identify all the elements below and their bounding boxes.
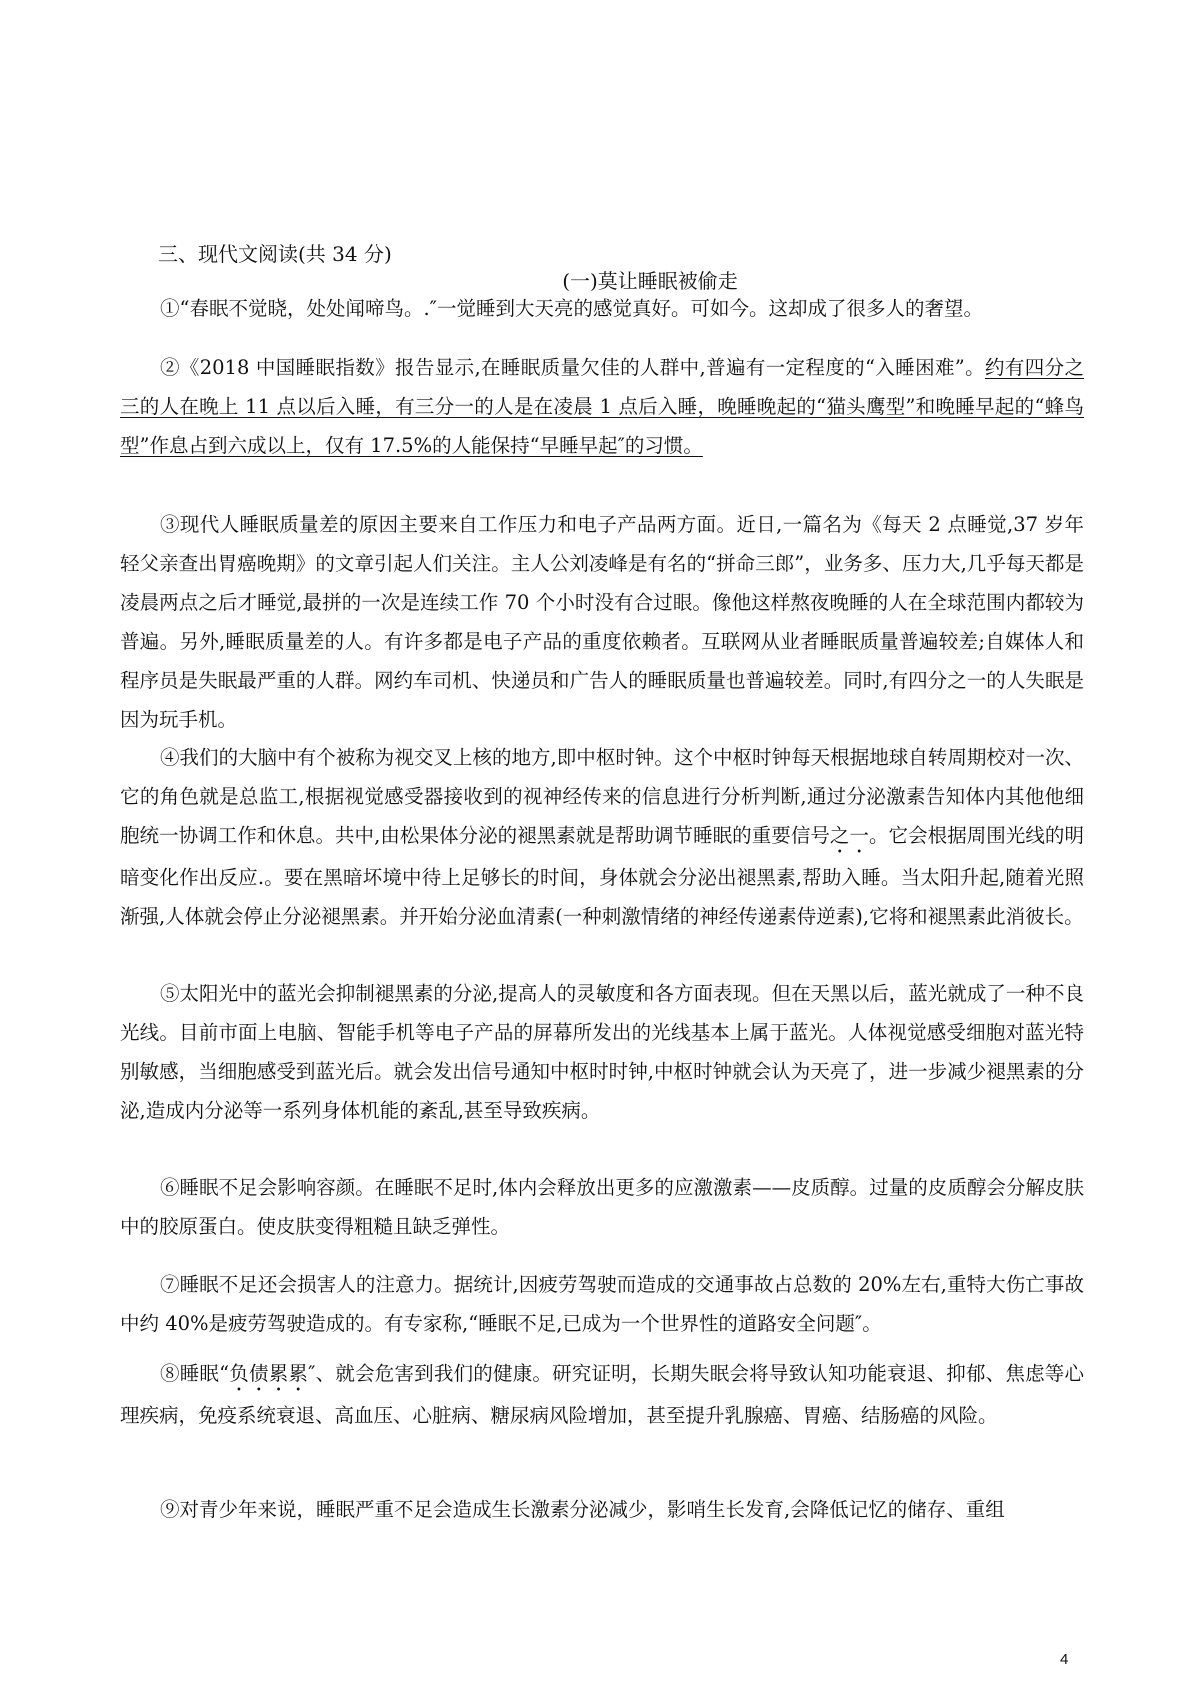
paragraph-3-text: ③现代人睡眠质量差的原因主要来自工作压力和电子产品两方面。近日,一篇名为《每天 2 点睡觉,37 岁年轻父亲查出胃癌晚期》的文章引起人们关注。主人公刘凌峰是有名的“拼命三郎”，业务多、压力大,几乎每天都是凌晨两点之后才睡觉,最拼的一次是连续工作 70 个小时没有合过眼。像他这样熬夜晚睡的人在全球范围内都较为普遍。另外,睡眠质量差的人。有许多都是电子产品的重度依赖者。互联网从业者睡眠质量普遍较差;自媒体人和程序员是失眠最严重的人群。网约车司机、快递员和广告人的睡眠质量也普遍较差。同时,有四分之一的人失眠是因为玩手机。: [120, 513, 1084, 731]
page-number: 4: [1060, 1651, 1069, 1668]
paragraph-9: [120, 1490, 1084, 1529]
paragraph-6: [120, 1168, 1084, 1246]
paragraph-8-text: ⑧睡眠“: [160, 1362, 230, 1385]
paragraph-9-text: ⑨对青少年来说，睡眠严重不足会造成生长激素分泌减少，影哨生长发育,会降低记忆的储存、重组: [160, 1498, 1005, 1521]
article-title: (一)莫让睡眠被偷走: [562, 269, 738, 293]
paragraph-1-text: ①“春眠不觉晓，处处闻啼鸟。.″一觉睡到大天亮的感觉真好。可如今。这却成了很多人的奢望。: [160, 297, 983, 320]
paragraph-6-text: ⑥睡眠不足会影响容颜。在睡眠不足时,体内会释放出更多的应激激素——皮质醇。过量的皮质醇会分解皮肤中的胶原蛋白。使皮肤变得粗糙且缺乏弹性。: [120, 1176, 1084, 1238]
paragraph-8-text-continued: ″、就会危害到我们的健康。研究证明，长期失眠会将导致认知功能衰退、抑郁、焦虑等心理疾病，免疫系统衰退、高血压、心脏病、糖尿病风险增加，甚至提升乳腺癌、胃癌、结肠癌的风险。: [120, 1362, 1084, 1427]
paragraph-3: [120, 505, 1084, 739]
paragraph-7: [120, 1265, 1084, 1343]
paragraph-8: [120, 1354, 1084, 1435]
paragraph-1: [120, 289, 1084, 328]
paragraph-5: [120, 974, 1084, 1130]
paragraph-2-text: ②《2018 中国睡眠指数》报告显示,在睡眠质量欠佳的人群中,普遍有一定程度的“入睡困难”。: [160, 356, 986, 379]
paragraph-4: [120, 738, 1084, 936]
paragraph-8-dotted-text: 负债累累: [229, 1362, 309, 1385]
paragraph-4-text: ④我们的大脑中有个被称为视交叉上核的地方,即中枢时钟。这个中枢时钟每天根据地球自转周期校对一次、它的角色就是总监工,根据视觉感受器接收到的视神经传来的信息进行分析判断,通过分泌激素告知体内其他他细胞统一协调工作和休息。共中,由松果体分泌的褪黑素就是帮助调节睡眠的重要信号: [120, 746, 1084, 847]
paragraph-2: [120, 348, 1084, 465]
paragraph-4-dotted-text: 之一: [829, 824, 870, 847]
paragraph-5-text: ⑤太阳光中的蓝光会抑制褪黑素的分泌,提高人的灵敏度和各方面表现。但在天黑以后，蓝光就成了一种不良光线。目前市面上电脑、智能手机等电子产品的屏幕所发出的光线基本上属于蓝光。人体视觉感受细胞对蓝光特别敏感，当细胞感受到蓝光后。就会发出信号通知中枢时时钟,中枢时钟就会认为天亮了，进一步减少褪黑素的分泌,造成内分泌等一系列身体机能的紊乱,甚至导致疾病。: [120, 982, 1084, 1122]
paragraph-4-text-continued: 。它会根据周围光线的明暗变化作出反应.。要在黑暗坏境中待上足够长的时间，身体就会分泌出褪黑素,帮助入睡。当太阳升起,随着光照渐强,人体就会停止分泌褪黑素。并开始分泌血清素(一种刺激情绪的神经传递素侍逆素),它将和褪黑素此消彼长。: [120, 824, 1084, 928]
paragraph-2-underlined-text: 约有四分之三的人在晚上 11 点以后入睡，有三分一的人是在凌晨 1 点后入睡，晚睡晚起的“猫头鹰型”和晚睡早起的“蜂鸟型”作息占到六成以上，仅有 17.5%的人能保持“早睡早起″的习惯。: [120, 356, 1084, 457]
paragraph-7-text: ⑦睡眠不足还会损害人的注意力。据统计,因疲劳驾驶而造成的交通事故占总数的 20%左右,重特大伤亡事故中约 40%是疲劳驾驶造成的。有专家称,“睡眠不足,已成为一个世界性的道路安全问题″。: [120, 1273, 1084, 1335]
section-heading: 三、现代文阅读(共 34 分): [158, 242, 392, 266]
